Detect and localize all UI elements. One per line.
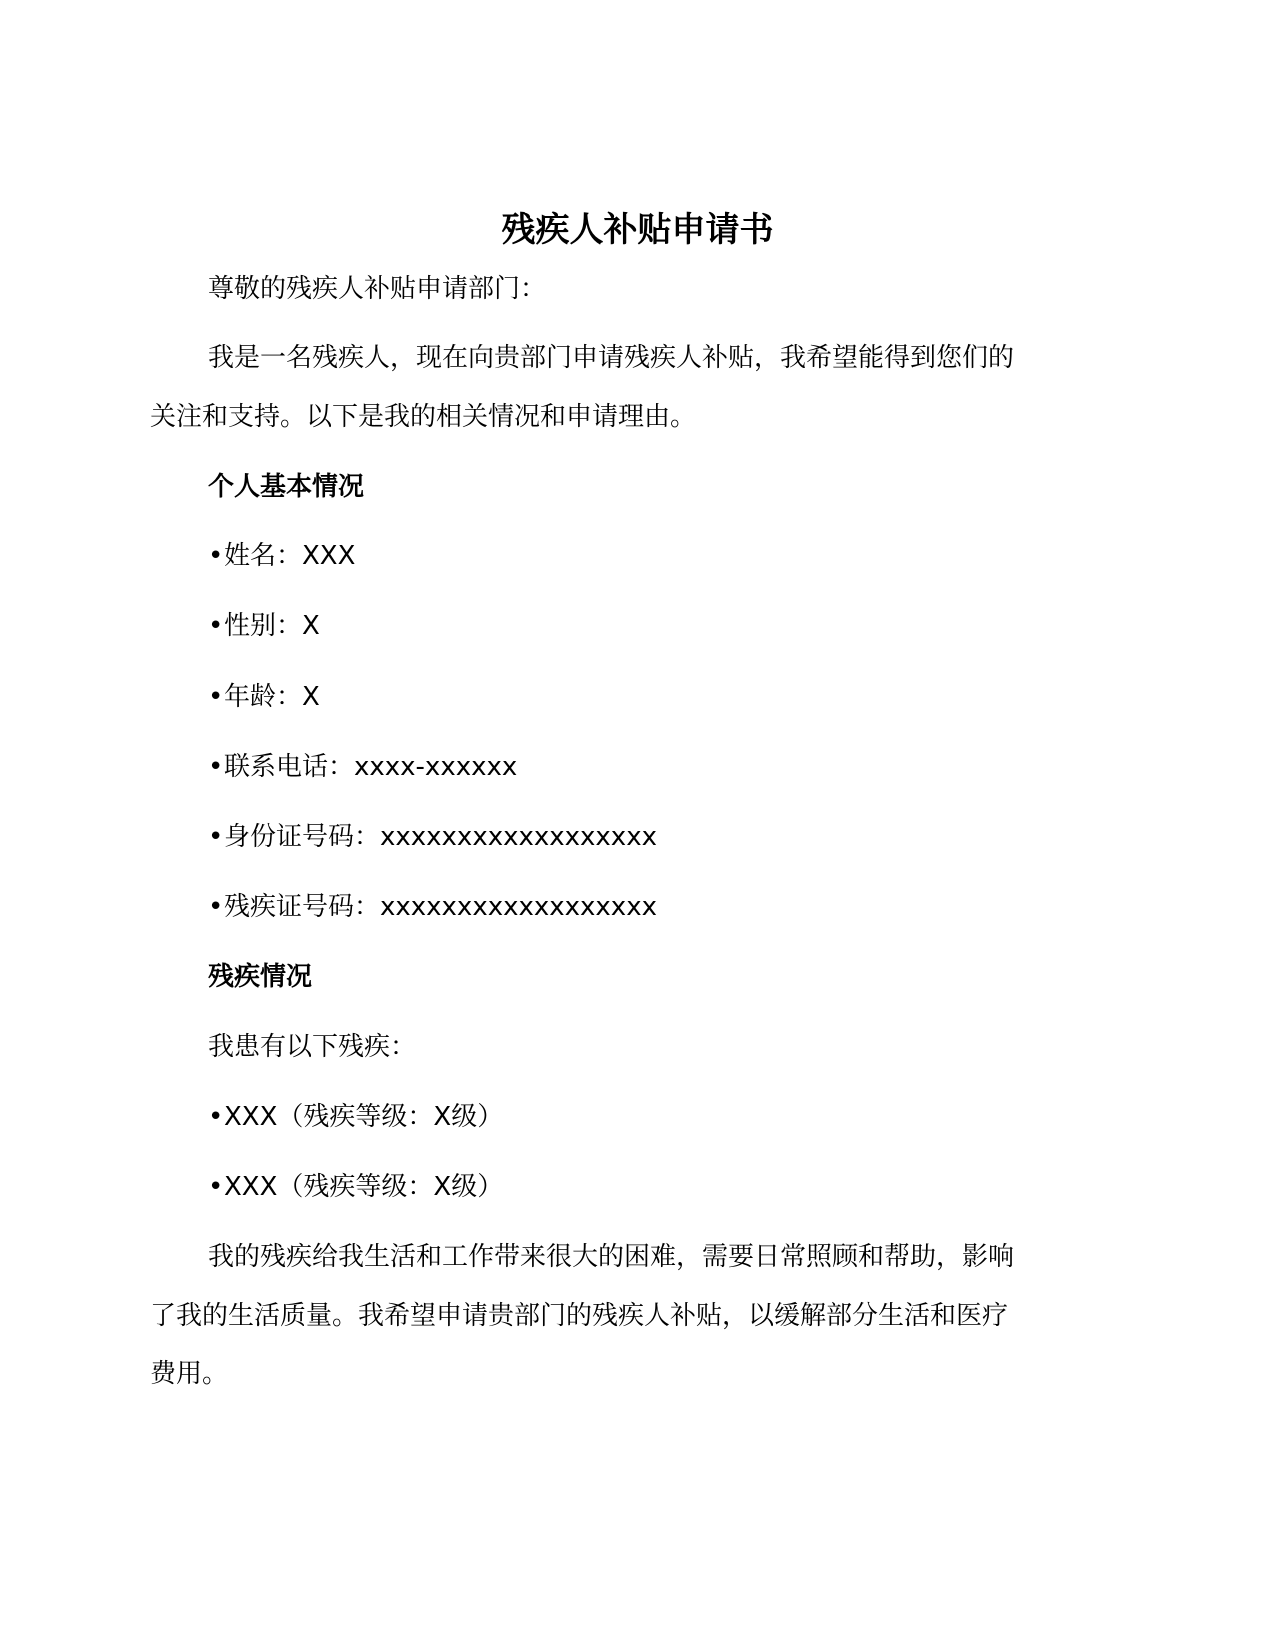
list-item bbox=[208, 539, 355, 573]
bullet-icon: • bbox=[208, 611, 224, 641]
list-item-text: XXX（残疾等级：X级） bbox=[224, 1172, 504, 1202]
bullet-icon: • bbox=[208, 1172, 224, 1202]
list-item bbox=[208, 609, 320, 643]
list-item bbox=[208, 750, 517, 784]
list-item-text: 性别：X bbox=[224, 611, 320, 641]
document-title: 残疾人补贴申请书 bbox=[501, 210, 774, 250]
closing-line-3: 费用。 bbox=[150, 1359, 229, 1389]
disability-intro: 我患有以下残疾： bbox=[208, 1032, 417, 1062]
list-item-text: 联系电话：xxxx-xxxxxx bbox=[224, 752, 518, 782]
list-item bbox=[208, 1170, 503, 1204]
list-item-text: 身份证号码：xxxxxxxxxxxxxxxxxx bbox=[224, 822, 657, 852]
bullet-icon: • bbox=[208, 541, 224, 571]
section-heading-disability: 残疾情况 bbox=[208, 962, 313, 992]
bullet-icon: • bbox=[208, 892, 224, 922]
list-item bbox=[208, 890, 657, 924]
bullet-icon: • bbox=[208, 1102, 224, 1132]
list-item-text: XXX（残疾等级：X级） bbox=[224, 1102, 504, 1132]
intro-line-1: 我是一名残疾人，现在向贵部门申请残疾人补贴，我希望能得到您们的 bbox=[208, 343, 1015, 373]
list-item bbox=[208, 680, 320, 714]
list-item bbox=[208, 1100, 503, 1134]
list-item-text: 姓名：XXX bbox=[224, 541, 356, 571]
bullet-icon: • bbox=[208, 822, 224, 852]
closing-line-1: 我的残疾给我生活和工作带来很大的困难，需要日常照顾和帮助，影响 bbox=[208, 1242, 1015, 1272]
intro-line-2: 关注和支持。以下是我的相关情况和申请理由。 bbox=[150, 402, 697, 432]
section-heading-personal: 个人基本情况 bbox=[208, 472, 365, 502]
bullet-icon: • bbox=[208, 752, 224, 782]
salutation: 尊敬的残疾人补贴申请部门： bbox=[208, 274, 547, 304]
list-item-text: 年龄：X bbox=[224, 682, 320, 712]
list-item bbox=[208, 820, 657, 854]
list-item-text: 残疾证号码：xxxxxxxxxxxxxxxxxx bbox=[224, 892, 657, 922]
closing-line-2: 了我的生活质量。我希望申请贵部门的残疾人补贴，以缓解部分生活和医疗 bbox=[150, 1301, 1009, 1331]
bullet-icon: • bbox=[208, 682, 224, 712]
